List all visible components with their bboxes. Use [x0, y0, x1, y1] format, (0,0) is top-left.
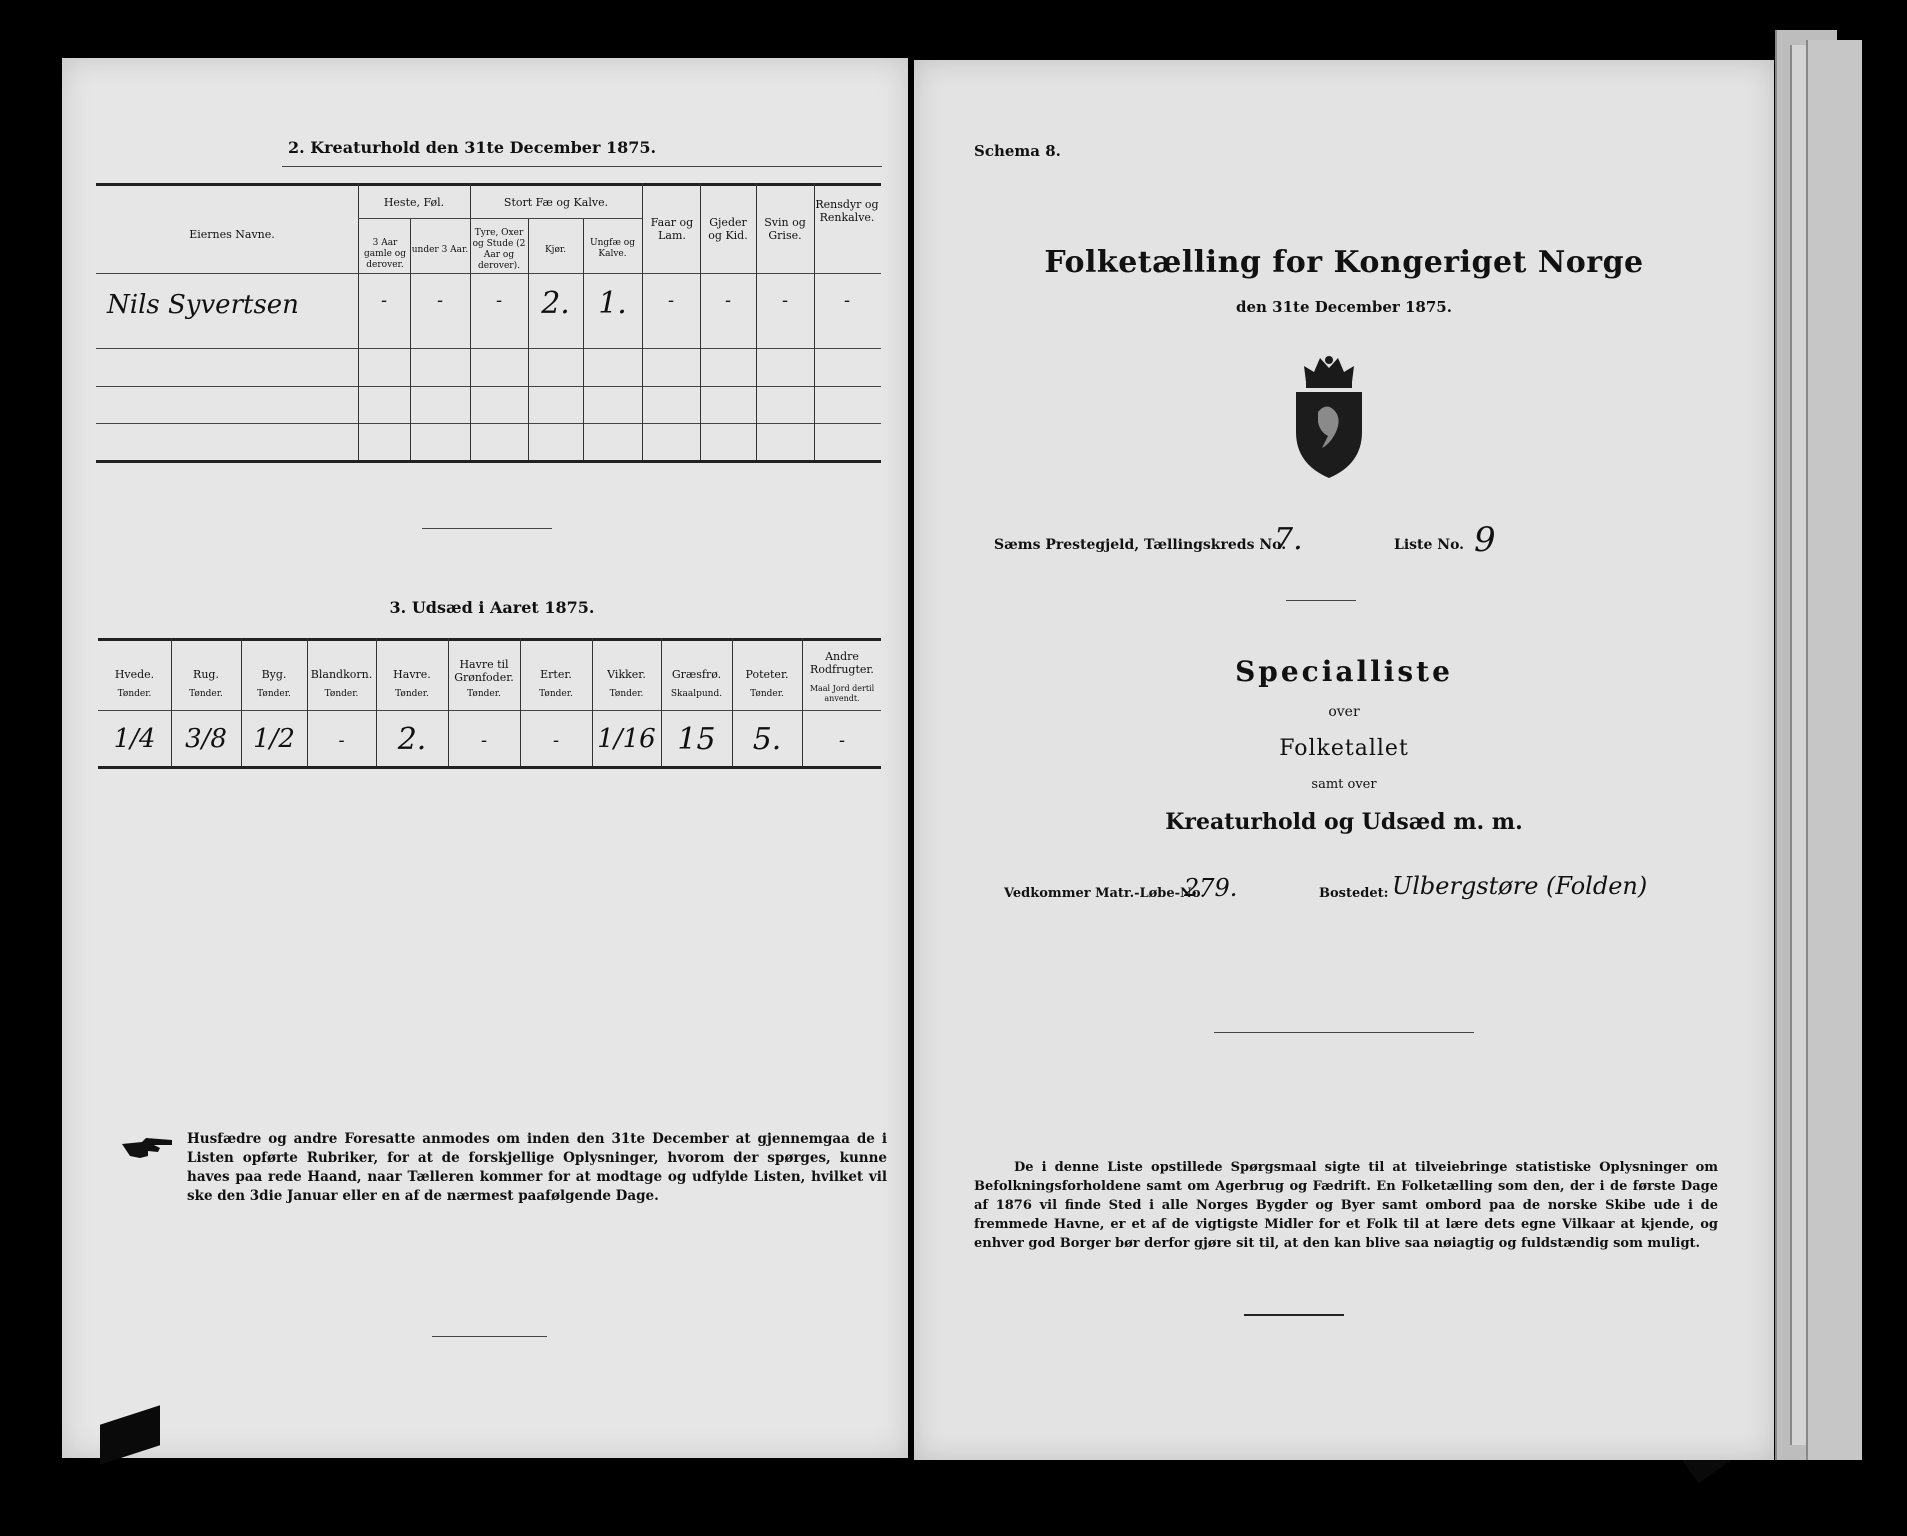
subheader-rule — [358, 218, 642, 219]
heste-sub1: 3 Aar gamle og derover. — [364, 238, 406, 270]
liste-label: Liste No. — [1394, 537, 1465, 553]
owner-header: Eiernes Navne. — [189, 228, 275, 241]
samt-over-text: samt over — [1311, 777, 1377, 792]
livestock-value: - — [843, 290, 851, 311]
crop-value: 5. — [752, 722, 782, 757]
crop-table-top — [98, 638, 881, 641]
left-page — [62, 58, 908, 1458]
crop-value: - — [338, 730, 345, 751]
crop-header: Vikker. — [607, 668, 646, 681]
coat-of-arms-icon — [1284, 352, 1374, 482]
over-text: over — [1328, 704, 1360, 720]
matr-label: Vedkommer Matr.-Løbe-No. — [1004, 886, 1205, 901]
crop-value: - — [838, 730, 846, 751]
footer-paragraph: De i denne Liste opstillede Spørgsmaal sigte til at tilveiebringe statistiske Oplysninger om Befolkningsforholdene samt om Agerbrug og Fædrift. En Folketælling som den, der i de første Dage af 1876 vil finde Sted i alle Norges Bygder og Byer samt ombord paa de norske Skibe ude i de fremmede Havne, er et af de vigtigste Midler for et Folk til at lære dets egne Vilkaar at kjende, og enhver god Borger bør derfor gjøre sit til, at den kan blive saa nøiagtig og fuldstændig som muligt. — [974, 1160, 1718, 1251]
crop-unit: Tønder. — [609, 689, 644, 699]
livestock-value: - — [781, 290, 789, 311]
livestock-value: - — [380, 290, 388, 311]
crop-header: Havre til Grønfoder. — [454, 658, 514, 684]
separator-rule — [1214, 1032, 1474, 1033]
crop-value: 1/4 — [113, 724, 156, 754]
gjeder-header: Gjeder og Kid. — [708, 216, 748, 242]
col-divider — [642, 183, 643, 460]
crop-unit: Tønder. — [257, 689, 291, 699]
census-date: den 31te December 1875. — [1236, 298, 1452, 316]
row-rule — [96, 423, 881, 424]
crop-header: Havre. — [393, 668, 431, 681]
title-underline — [282, 166, 882, 167]
livestock-value: 1. — [598, 286, 627, 321]
col-divider — [814, 183, 815, 460]
crop-unit: Skaalpund. — [670, 689, 723, 699]
crop-header: Græsfrø. — [671, 668, 722, 681]
liste-number: 9 — [1474, 520, 1496, 560]
header-bottom-rule — [96, 273, 881, 274]
page-stack-edge — [1806, 40, 1862, 1460]
crop-value: 3/8 — [185, 724, 227, 754]
crop-header: Rug. — [193, 668, 219, 681]
specialliste-heading: Specialliste — [1235, 655, 1453, 688]
livestock-value: - — [724, 290, 732, 311]
prestegjeld-label: Sæms Prestegjeld, Tællingskreds No. — [994, 537, 1287, 553]
crop-unit: Tønder. — [539, 689, 573, 699]
kreaturhold-heading: Kreaturhold og Udsæd m. m. — [1165, 809, 1523, 835]
separator-rule — [1286, 600, 1356, 601]
crop-unit: Tønder. — [117, 689, 152, 699]
livestock-value: 2. — [541, 286, 570, 321]
crop-header: Blandkorn. — [310, 668, 373, 681]
stort-sub3: Ungfæ og Kalve. — [590, 238, 635, 259]
heste-header: Heste, Føl. — [383, 196, 445, 209]
separator-rule — [422, 528, 552, 529]
crop-value: - — [480, 730, 488, 751]
row-rule — [96, 386, 881, 387]
crop-header: Hvede. — [114, 668, 155, 681]
livestock-value: - — [667, 290, 675, 311]
folketallet-text: Folketallet — [1279, 736, 1409, 761]
matr-number: 279. — [1184, 874, 1238, 902]
livestock-value: - — [495, 290, 503, 311]
crop-unit: Tønder. — [189, 689, 223, 699]
crop-header: Erter. — [540, 668, 572, 681]
row-rule — [96, 348, 881, 349]
crop-unit: Tønder. — [750, 689, 784, 699]
crop-value: 1/2 — [253, 724, 295, 754]
crop-value: 1/16 — [597, 724, 656, 754]
crop-value: - — [552, 730, 560, 751]
stort-sub2: Kjør. — [544, 245, 567, 255]
bosted-label: Bostedet: — [1319, 886, 1389, 901]
crop-header-bottom — [98, 710, 881, 711]
table-top-rule — [96, 183, 881, 186]
crop-unit: Tønder. — [324, 689, 359, 699]
crop-unit: Maal Jord dertil anvendt. — [809, 684, 875, 703]
owner-name: Nils Syvertsen — [107, 290, 299, 320]
right-page — [914, 60, 1774, 1460]
bosted-value: Ulbergstøre (Folden) — [1392, 872, 1648, 900]
section2-title: 2. Kreaturhold den 31te December 1875. — [287, 138, 657, 157]
col-divider — [358, 183, 359, 460]
crop-header: Poteter. — [745, 668, 789, 681]
section3-title: 3. Udsæd i Aaret 1875. — [389, 598, 595, 617]
table-bottom-rule — [96, 460, 881, 463]
crop-unit: Tønder. — [395, 689, 429, 699]
col-divider — [700, 183, 701, 460]
footer-rule — [432, 1336, 547, 1337]
livestock-value: - — [436, 290, 444, 311]
crop-table-bottom — [98, 766, 881, 769]
rensdyr-header: Rensdyr og Renkalve. — [815, 198, 879, 224]
stort-header: Stort Fæ og Kalve. — [503, 196, 609, 209]
col-divider — [470, 183, 471, 460]
crop-value: 2. — [397, 722, 427, 757]
crop-header: Byg. — [261, 668, 287, 681]
footer-rule — [1244, 1314, 1344, 1316]
pointing-hand-icon — [120, 1134, 180, 1164]
notice-text: Husfædre og andre Foresatte anmodes om inden den 31te December at gjennemgaa de i Listen opførte Rubriker, for at de forskjellige Oplysninger, hvorom der spørges, kunne haves paa rede Haand, naar Tælleren kommer for at modtage og udfylde Listen, hvilket vil ske den 3die Januar eller en af de nærmest paafølgende Dage. — [187, 1131, 887, 1204]
crop-value: 15 — [677, 722, 716, 757]
crop-unit: Tønder. — [467, 689, 501, 699]
kreds-number: 7. — [1274, 522, 1303, 557]
census-title: Folketælling for Kongeriget Norge — [1044, 245, 1644, 280]
faar-header: Faar og Lam. — [650, 216, 694, 242]
svin-header: Svin og Grise. — [764, 216, 806, 242]
col-divider — [756, 183, 757, 460]
crop-header: Andre Rodfrugter. — [810, 650, 874, 676]
schema-label: Schema 8. — [974, 142, 1061, 160]
stort-sub1: Tyre, Oxer og Stude (2 Aar og derover). — [472, 228, 526, 271]
heste-sub2: under 3 Aar. — [411, 245, 469, 255]
